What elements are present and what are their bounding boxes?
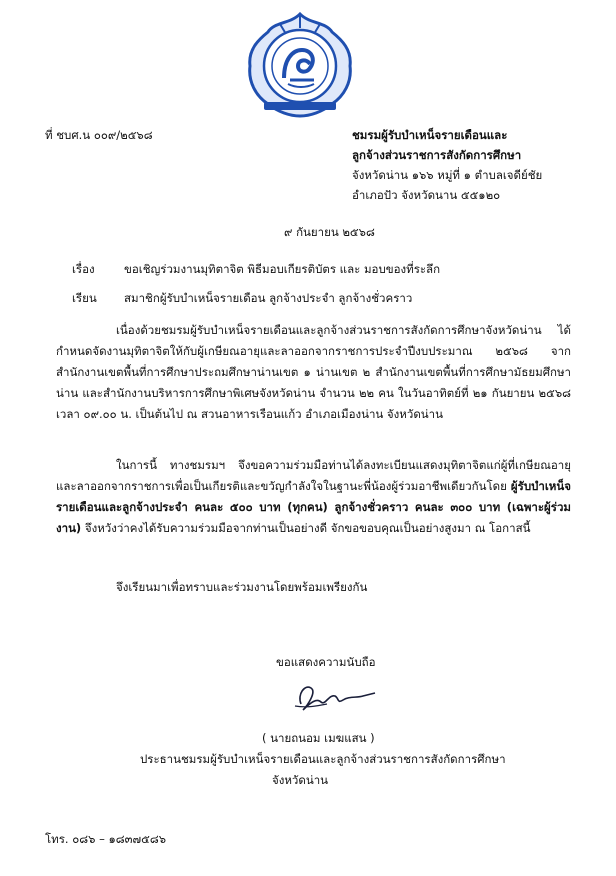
- paragraph-request-closing: จึงหวังว่าคงได้รับความร่วมมือจากท่านเป็นอย่างดี จักขอขอบคุณเป็นอย่างสูงมา ณ โอกาสนี้: [84, 521, 531, 535]
- subject-label: เรื่อง: [72, 262, 95, 276]
- document-number: ที่ ชบศ.น ๐๐๙/๒๕๖๘: [45, 128, 153, 142]
- recipient-text: สมาชิกผู้รับบำเหน็จรายเดือน ลูกจ้างประจำ ลูกจ้างชั่วคราว: [124, 291, 413, 305]
- closing-request: จึงเรียนมาเพื่อทราบและร่วมงานโดยพร้อมเพรียงกัน: [116, 580, 368, 594]
- association-logo: [240, 10, 360, 118]
- signer-name: ( นายถนอม เมฆแสน ): [262, 731, 375, 745]
- sender-line-2: ลูกจ้างส่วนราชการสังกัดการศึกษา: [352, 148, 522, 162]
- handwritten-signature: [287, 676, 377, 716]
- subject-text: ขอเชิญร่วมงานมุทิตาจิต พิธีมอบเกียรติบัตร และ มอบของที่ระลึก: [124, 262, 441, 276]
- closing-salutation: ขอแสดงความนับถือ: [276, 655, 376, 669]
- sender-line-4: อำเภอปัว จังหวัดนาน ๕๕๑๒๐: [352, 188, 501, 202]
- sender-line-1: ชมรมผู้รับบำเหน็จรายเดือนและ: [352, 128, 508, 142]
- letter-date: ๙ กันยายน ๒๕๖๘: [284, 225, 375, 239]
- sender-line-3: จังหวัดน่าน ๑๖๖ หมู่ที่ ๑ ตำบลเจดีย์ชัย: [352, 168, 543, 182]
- signer-province: จังหวัดน่าน: [272, 773, 329, 787]
- phone-number: โทร. ๐๘๖ – ๑๘๓๗๕๘๖: [45, 832, 167, 846]
- paragraph-invitation: [56, 320, 571, 425]
- paragraph-invitation-text: เนื่องด้วยชมรมผู้รับบำเหน็จรายเดือนและลูกจ้างส่วนราชการสังกัดการศึกษาจังหวัดน่าน ได้กำหนดจัดงานมุทิตาจิตให้กับผู้เกษียณอายุและลาออกจากราชการประจำปีงบประมาณ ๒๕๖๘ จาก สำนักงานเขตพื้นที่การศึกษาประถมศึกษาน่านเขต ๑ น่านเขต ๒ สำนักงานเขตพื้นที่การศึกษามัธยมศึกษาน่าน และสำนักงานบริหารการศึกษาพิเศษจังหวัดน่าน จำนวน ๒๒ คน ในวันอาทิตย์ที่ ๒๑ กันยายน ๒๕๖๘ เวลา ๐๙.๐๐ น. เป็นต้นไป ณ สวนอาหารเรือนแก้ว อำเภอเมืองน่าน จังหวัดน่าน: [56, 323, 571, 421]
- paragraph-request-text: ในการนี้ ทางชมรมฯ จึงขอความร่วมมือท่านได้ลงทะเบียนแสดงมุทิตาจิตแก่ผู้ที่เกษียณอายุและลาออกจากราชการเพื่อเป็นเกียรติและขวัญกำลังใจในฐานะพี่น้องผู้ร่วมอาชีพเดียวกันโดย: [56, 458, 571, 493]
- fee-details: ผู้รับบำเหน็จรายเดือนและลูกจ้างประจำ คนละ ๕๐๐ บาท (ทุกคน) ลูกจ้างชั่วคราว คนละ ๓๐๐ บาท (เฉพาะผู้ร่วมงาน): [56, 479, 571, 535]
- recipient-label: เรียน: [72, 291, 97, 305]
- signer-title: ประธานชมรมผู้รับบำเหน็จรายเดือนและลูกจ้างส่วนราชการสังกัดการศึกษา: [140, 752, 506, 766]
- paragraph-request: [56, 455, 571, 539]
